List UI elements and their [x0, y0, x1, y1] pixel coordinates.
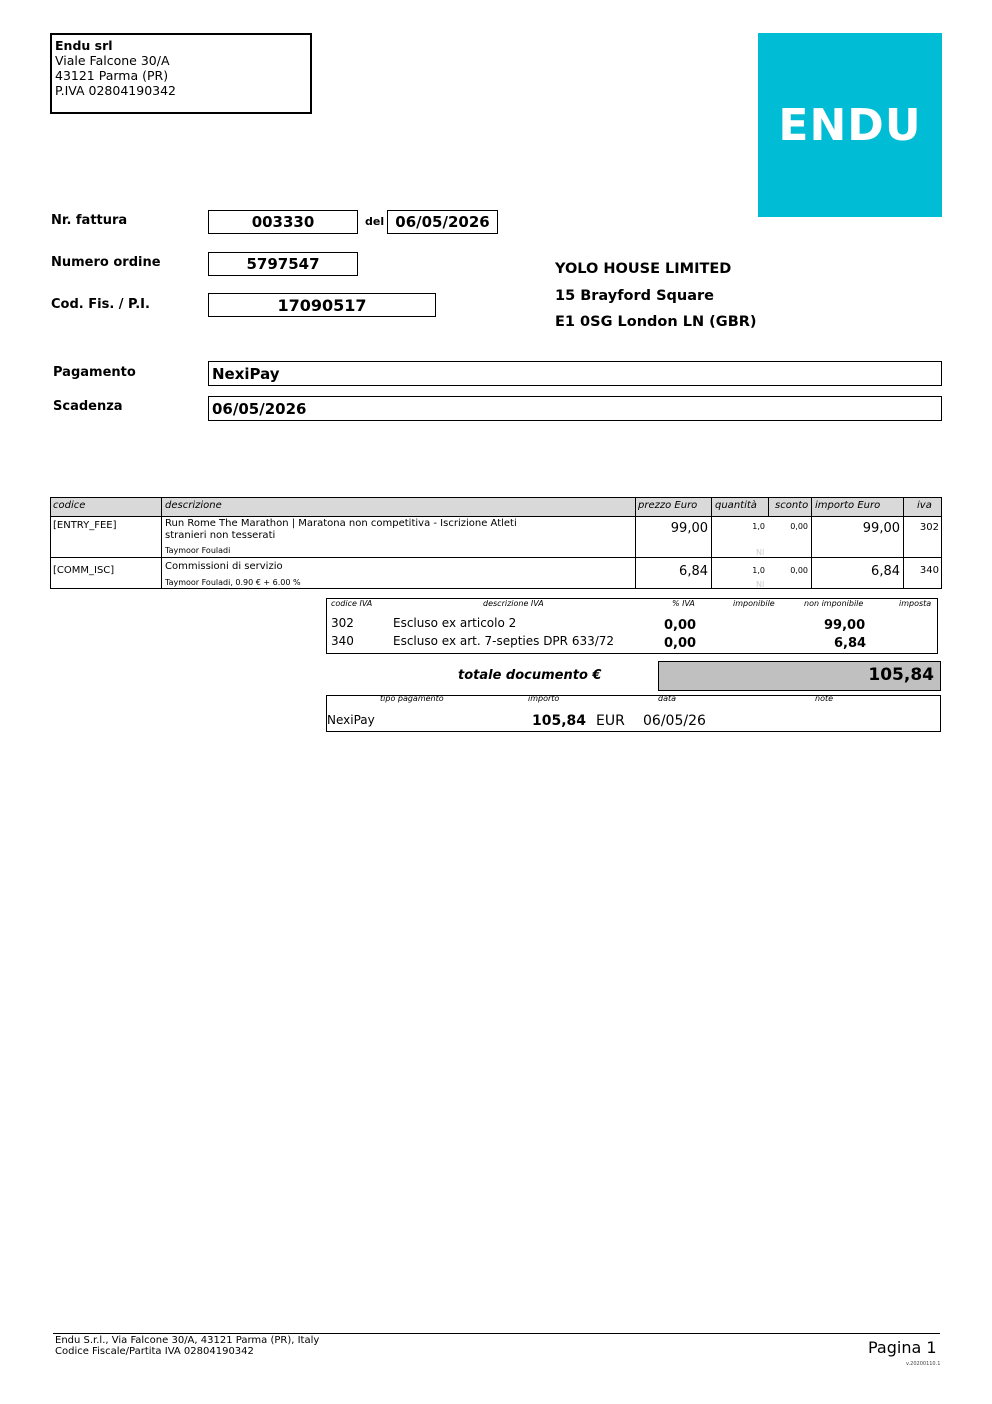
- due-label: Scadenza: [53, 399, 123, 414]
- pay-col-notes-header: note: [815, 694, 834, 703]
- col-discount-header: sconto: [775, 500, 809, 511]
- col-divider: [768, 497, 769, 517]
- payment-date: 06/05/26: [643, 713, 706, 729]
- due-date-box: [208, 396, 942, 421]
- vat-row2-percent: 0,00: [664, 636, 697, 651]
- sender-box: [50, 33, 312, 114]
- vat-row2-description: Escluso ex art. 7-septies DPR 633/72: [393, 634, 615, 648]
- recipient-name: YOLO HOUSE LIMITED: [555, 261, 732, 277]
- col-divider: [711, 497, 712, 589]
- recipient-city: E1 0SG London LN (GBR): [555, 314, 757, 330]
- payment-amount: 105,84: [532, 713, 587, 729]
- total-box: [658, 661, 941, 691]
- order-number: 5797547: [246, 255, 320, 273]
- vat-col-nontaxable-header: non imponibile: [804, 599, 864, 608]
- vat-col-percent-header: % IVA: [672, 599, 695, 608]
- row1-amount: 99,00: [862, 521, 900, 536]
- row2-unit: NI: [756, 580, 765, 589]
- footer-company-tax-id: Codice Fiscale/Partita IVA 02804190342: [55, 1346, 254, 1357]
- invoice-number-box: [208, 210, 358, 234]
- row1-participant: Taymoor Fouladi: [165, 546, 231, 555]
- row1-description: Run Rome The Marathon | Maratona non competitiva - Iscrizione Atleti: [165, 518, 517, 529]
- due-date: 06/05/2026: [212, 399, 307, 418]
- version-label: v.20200110.1: [906, 1361, 941, 1367]
- vat-col-description-header: descrizione IVA: [483, 599, 544, 608]
- vat-col-taxable-header: imponibile: [733, 599, 775, 608]
- payments-bottom: [327, 731, 941, 732]
- row1-discount: 0,00: [790, 522, 808, 531]
- sender-city: 43121 Parma (PR): [55, 68, 169, 83]
- payment-currency: EUR: [596, 713, 625, 729]
- vat-row1-nontaxable: 99,00: [824, 618, 866, 633]
- sender-vat: P.IVA 02804190342: [55, 83, 177, 98]
- vat-row2-nontaxable: 6,84: [834, 636, 867, 651]
- col-divider: [811, 497, 812, 589]
- payments-right: [940, 695, 941, 732]
- vat-summary-left: [326, 598, 327, 654]
- total-value: 105,84: [868, 665, 934, 685]
- col-description-header: descrizione: [165, 500, 222, 511]
- row1-description-cont: stranieri non tesserati: [165, 530, 276, 541]
- row1-qty: 1,0: [752, 522, 765, 531]
- pay-col-date-header: data: [658, 694, 677, 703]
- row1-vat-code: 302: [919, 522, 939, 533]
- col-divider: [161, 497, 162, 589]
- vat-row1-percent: 0,00: [664, 618, 697, 633]
- vat-row1-code: 302: [331, 616, 354, 630]
- row2-amount: 6,84: [871, 564, 900, 579]
- pay-col-amount-header: importo: [528, 694, 560, 703]
- row2-description: Commissioni di servizio: [165, 561, 283, 572]
- row2-participant: Taymoor Fouladi, 0.90 € + 6.00 %: [165, 578, 301, 587]
- table-border-bottom: [50, 588, 942, 589]
- taxcode-box: [208, 293, 436, 317]
- vat-summary-bottom: [327, 653, 938, 654]
- col-qty-header: quantità: [715, 500, 757, 511]
- payment-type: NexiPay: [327, 713, 375, 727]
- logo-text: ENDU: [778, 99, 922, 151]
- col-price-header: prezzo Euro: [638, 500, 698, 511]
- col-divider: [635, 497, 636, 589]
- row1-code: [ENTRY_FEE]: [53, 520, 117, 531]
- row-divider: [50, 557, 942, 558]
- row2-qty: 1,0: [752, 566, 765, 575]
- endu-logo: [758, 33, 942, 217]
- invoice-number: 003330: [251, 213, 315, 231]
- table-border-left: [50, 497, 51, 589]
- recipient-street: 15 Brayford Square: [555, 288, 714, 304]
- col-vat-header: iva: [917, 500, 932, 511]
- row2-vat-code: 340: [919, 565, 939, 576]
- col-code-header: codice: [53, 500, 86, 511]
- row2-code: [COMM_ISC]: [53, 565, 115, 576]
- payment-label: Pagamento: [53, 365, 136, 380]
- footer-company-address: Endu S.r.l., Via Falcone 30/A, 43121 Parma (PR), Italy: [55, 1335, 320, 1346]
- payment-method-box: [208, 361, 942, 386]
- sender-name: Endu srl: [55, 38, 113, 53]
- pay-col-type-header: tipo pagamento: [380, 694, 444, 703]
- vat-col-tax-header: imposta: [899, 599, 932, 608]
- order-number-box: [208, 252, 358, 276]
- taxcode-label: Cod. Fis. / P.I.: [51, 297, 150, 312]
- row2-discount: 0,00: [790, 566, 808, 575]
- date-label: del: [365, 215, 385, 228]
- payment-method: NexiPay: [212, 364, 280, 383]
- table-border-right: [941, 497, 942, 589]
- footer-rule: [53, 1333, 940, 1334]
- total-label: totale documento €: [458, 668, 602, 683]
- sender-address: Viale Falcone 30/A: [55, 53, 170, 68]
- col-amount-header: importo Euro: [815, 500, 881, 511]
- taxcode: 17090517: [277, 295, 367, 315]
- invoice-number-label: Nr. fattura: [51, 213, 128, 228]
- invoice-date-box: [387, 210, 498, 234]
- vat-row2-code: 340: [331, 634, 354, 648]
- vat-row1-description: Escluso ex articolo 2: [393, 616, 517, 630]
- vat-col-code-header: codice IVA: [331, 599, 373, 608]
- row1-unit: NI: [756, 548, 765, 557]
- col-divider: [903, 497, 904, 589]
- page-number: Pagina 1: [868, 1338, 937, 1357]
- vat-summary-right: [937, 598, 938, 654]
- invoice-date: 06/05/2026: [395, 213, 490, 231]
- row2-price: 6,84: [679, 564, 708, 579]
- order-number-label: Numero ordine: [51, 255, 161, 270]
- row1-price: 99,00: [670, 521, 708, 536]
